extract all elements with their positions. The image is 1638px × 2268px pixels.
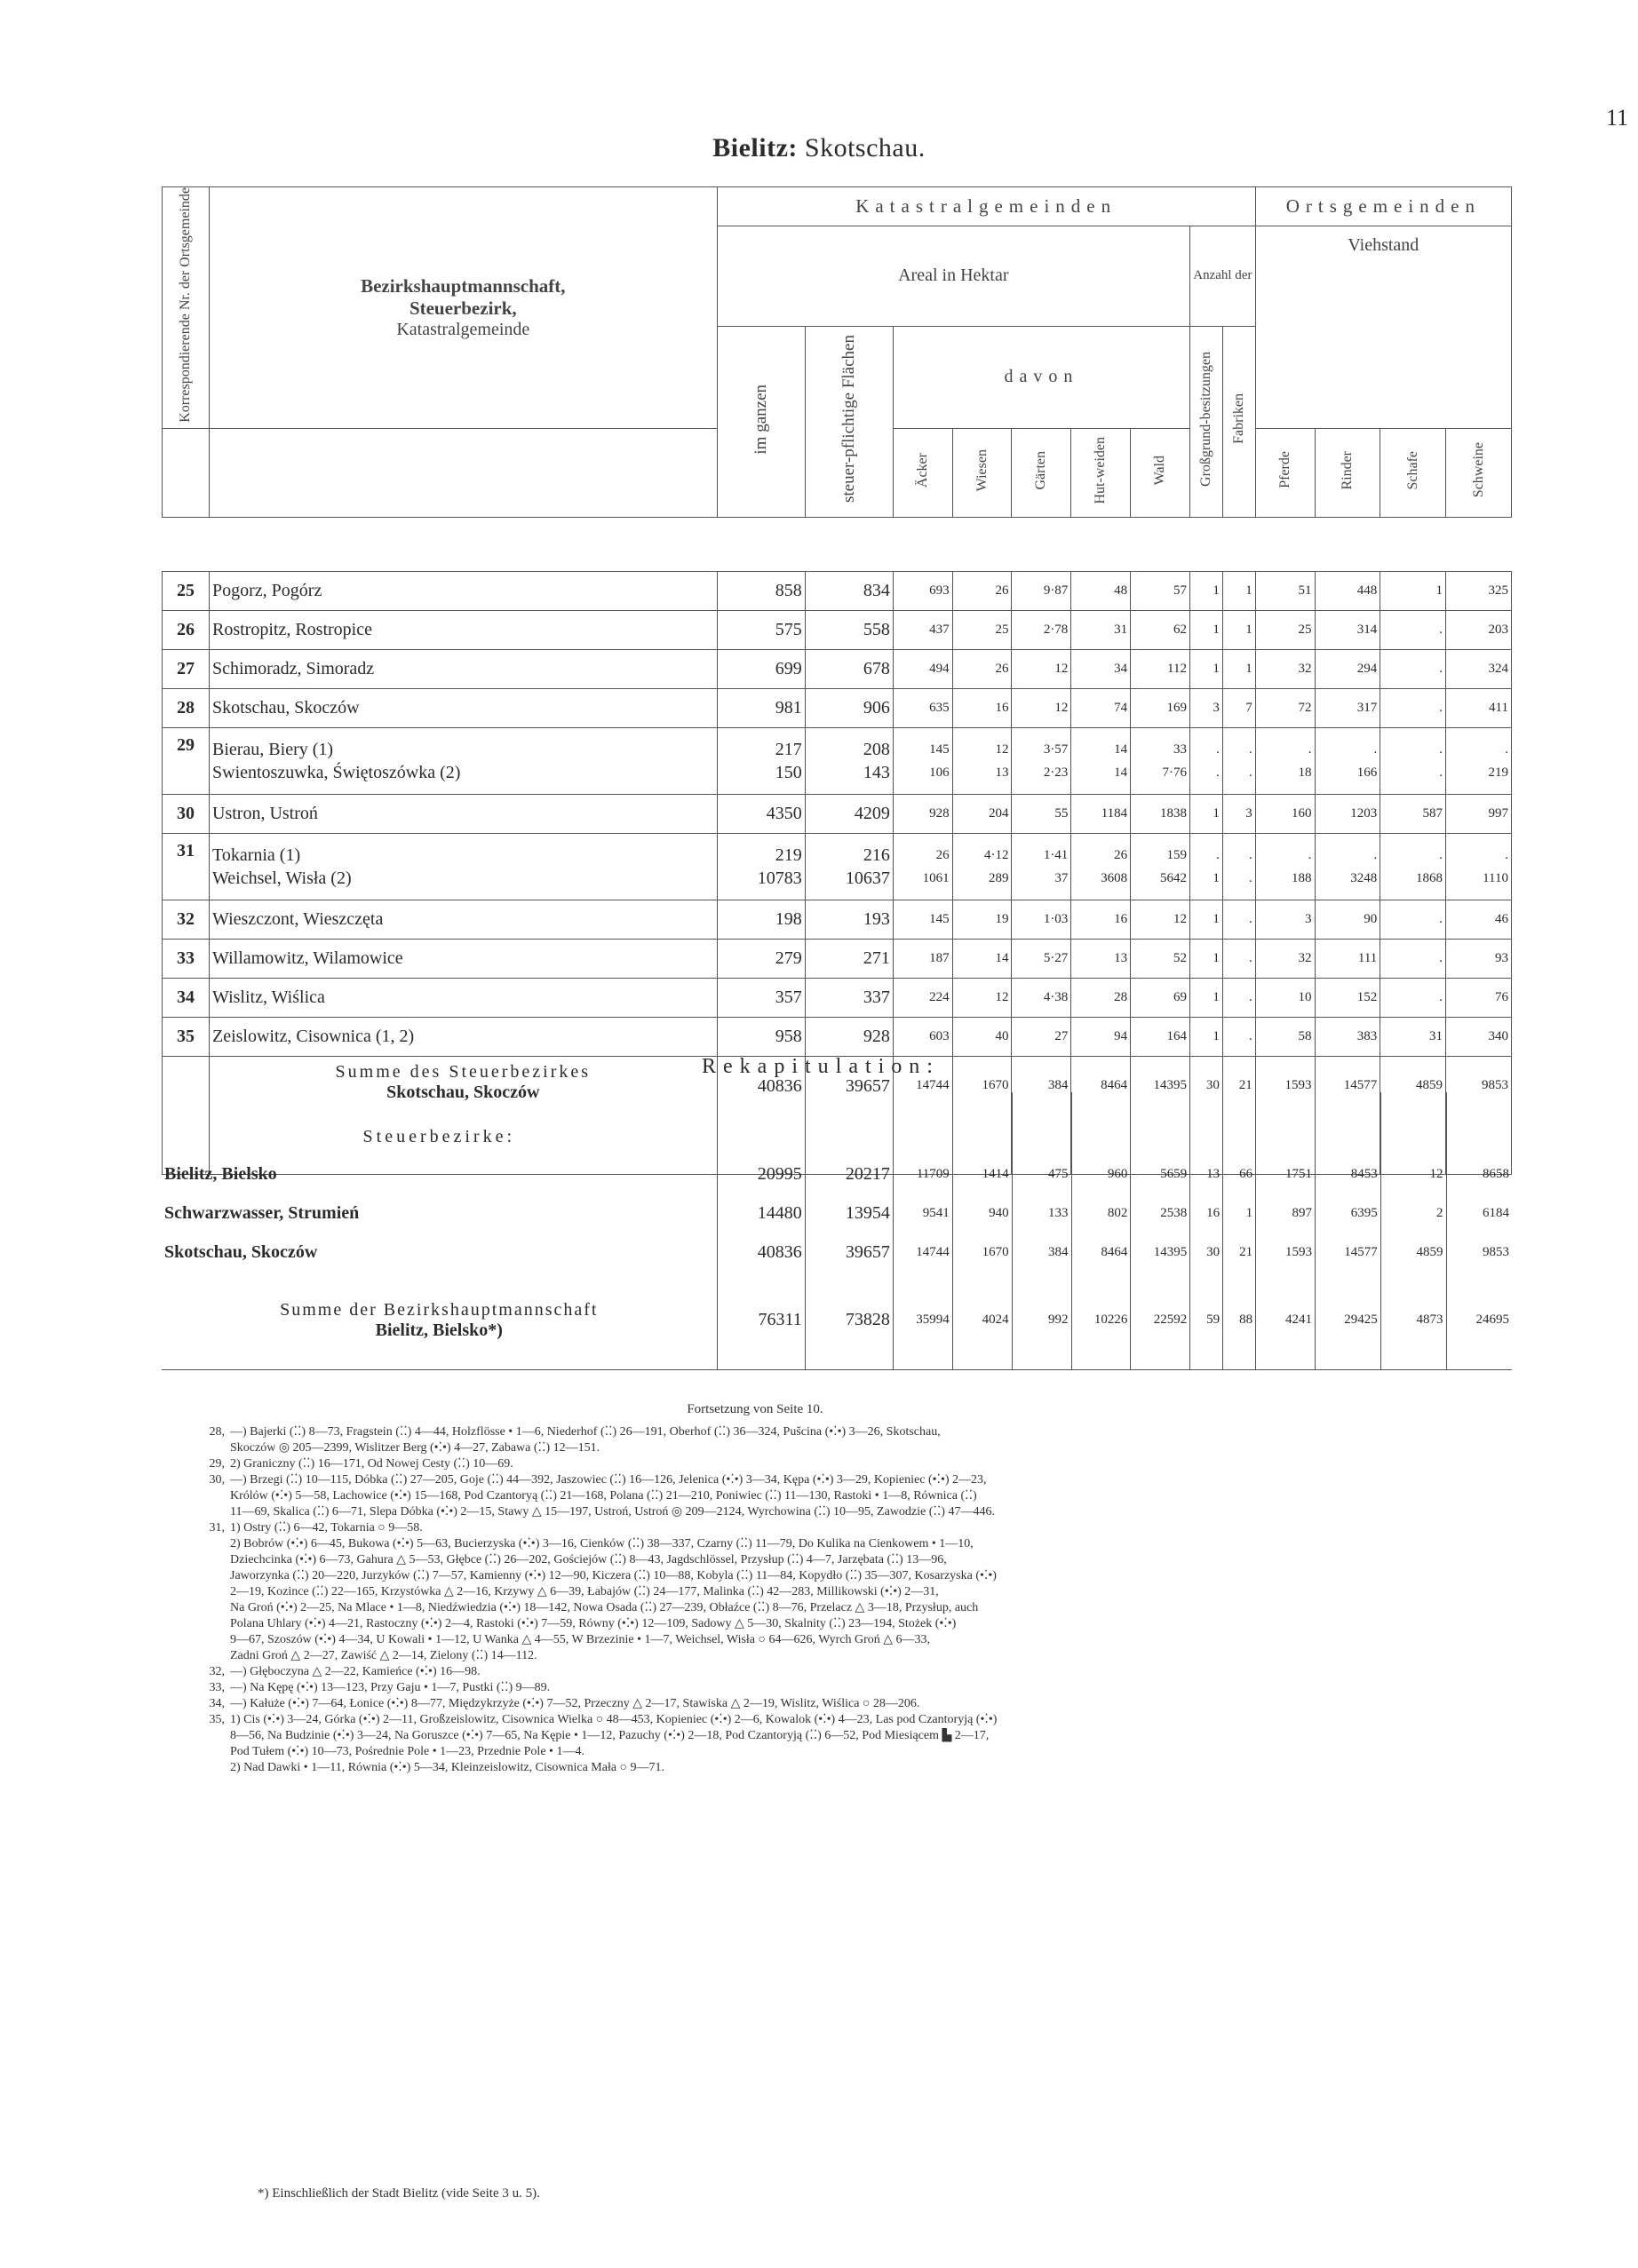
footnote: *) Einschließlich der Stadt Bielitz (vide Seite 3 u. 5).	[258, 2186, 540, 2201]
note-line	[173, 1680, 1515, 1696]
note-text: 1) Cis (•⁚•) 3—24, Górka (•⁚•) 2—11, Großzeislowitz, Cisownica Wielka ○ 48—453, Kopieniec (•⁚•) 2—6, Kowalok (•⁚•) 4—23, Las pod Czantoryją (•⁚•)	[230, 1713, 998, 1726]
table-row: 34 Wislitz, Wiślica 357 337 224 12 4·38 28 69 1 . 10 152 . 76	[163, 978, 1512, 1017]
note-label: 31,	[209, 1521, 225, 1534]
viehstand-header: Viehstand	[1255, 226, 1511, 429]
note-label	[173, 1552, 230, 1568]
note-label	[173, 1584, 230, 1600]
note-text: —) Głęboczyna △ 2—22, Kamieńce (•⁚•) 16—98.	[230, 1665, 481, 1678]
note-text: 2) Graniczny (⁚⁚) 16—171, Od Nowej Cesty (⁚⁚) 10—69.	[230, 1457, 513, 1471]
note-text: Pod Tułem (•⁚•) 10—73, Pośrednie Pole • 1—23, Przednie Pole • 1—4.	[230, 1745, 584, 1758]
note-text: —) Bajerki (⁚⁚) 8—73, Fragstein (⁚⁚) 4—44, Holzflösse • 1—6, Niederhof (⁚⁚) 26—191, Oberhof (⁚⁚) 36—324, Pušcina (•⁚•) 3—26, Skotschau,	[230, 1425, 941, 1439]
note-label: 30,	[209, 1473, 225, 1487]
note-label: 28,	[209, 1425, 225, 1439]
note-line	[173, 1696, 1515, 1712]
note-label: 32,	[209, 1665, 225, 1678]
note-line	[173, 1488, 1515, 1504]
title-bold: Bielitz:	[712, 133, 798, 163]
note-text: —) Na Kępę (•⁚•) 13—123, Przy Gaju • 1—7, Pustki (⁚⁚) 9—89.	[230, 1681, 551, 1694]
nr-column-header: Korrespondierende Nr. der Ortsgemeinde	[163, 187, 210, 429]
table-row: 30 Ustron, Ustroń 4350 4209 928 204 55 1184 1838 1 3 160 1203 587 997	[163, 794, 1512, 833]
steuerbezirke-label: Steuerbezirke:	[162, 1092, 717, 1154]
steuerpflichtige-header: steuer-pflichtige Flächen	[805, 326, 893, 517]
note-label	[173, 1632, 230, 1648]
note-line	[173, 1504, 1515, 1520]
note-label: 29,	[209, 1457, 225, 1471]
wiesen-header: Wiesen	[952, 428, 1012, 517]
recap-table	[162, 1092, 1512, 1370]
recap-row: Schwarzwasser, Strumień 14480 13954 9541 940 133 802 2538 16 1 897 6395 2 6184	[162, 1193, 1512, 1233]
note-line	[173, 1472, 1515, 1488]
note-text: Polana Uhlary (•⁚•) 4—21, Rastoczny (•⁚•) 2—4, Rastoki (•⁚•) 7—59, Równy (•⁚•) 12—109, Sadowy △ 5—30, Skalnity (⁚⁚) 23—194, Stożek (•⁚•)	[230, 1617, 957, 1630]
wald-header: Wald	[1131, 428, 1190, 517]
note-text: 9—67, Szoszów (•⁚•) 4—34, U Kowali • 1—12, U Wanka △ 4—55, W Brzezinie • 1—7, Weichsel, Wisła ○ 64—626, Wyrch Groń △ 6—33,	[230, 1633, 931, 1646]
title-rest: Skotschau.	[804, 133, 926, 163]
grossgrund-header: Großgrund-besitzungen	[1189, 326, 1222, 517]
sum-row: Summe des Steuerbezirkes Skotschau, Skoczów 40836 39657 14744 1670 384 8464 14395 30 21 1593 14577 4859 9853	[163, 1056, 1512, 1174]
note-label: 35,	[209, 1713, 225, 1726]
note-line	[173, 1536, 1515, 1552]
note-label	[173, 1536, 230, 1552]
table-row: 33 Willamowitz, Wilamowice 279 271 187 14 5·27 13 52 1 . 32 111 . 93	[163, 939, 1512, 978]
note-text: Skoczów ◎ 205—2399, Wislitzer Berg (•⁚•) 4—27, Zabawa (⁚⁚) 12—151.	[230, 1441, 600, 1455]
note-line	[173, 1600, 1515, 1616]
note-line	[173, 1552, 1515, 1568]
ortsgemeinden-header: Ortsgemeinden	[1255, 187, 1511, 226]
note-label: 33,	[209, 1681, 225, 1694]
note-line	[173, 1440, 1515, 1456]
note-line	[173, 1424, 1515, 1440]
note-text: Jaworzynka (⁚⁚) 20—220, Jurzyków (⁚⁚) 7—57, Kamienny (•⁚•) 12—90, Kiczera (⁚⁚) 10—88, Kobyla (⁚⁚) 11—84, Kopydło (⁚⁚) 35—307, Kosarzyska (•⁚•)	[230, 1569, 997, 1582]
note-label	[173, 1728, 230, 1744]
recap-sum-row: Summe der Bezirkshauptmannschaft Bielitz, Bielsko*) 76311 73828 35994 4024 992 10226 22592 59 88 4241 29425 4873 24695	[162, 1272, 1512, 1369]
note-line	[173, 1568, 1515, 1584]
note-text: 2—19, Kozince (⁚⁚) 22—165, Krzystówka △ 2—16, Krzywy △ 6—39, Łabajów (⁚⁚) 24—177, Malinka (⁚⁚) 42—283, Millikowski (•⁚•) 2—31,	[230, 1585, 939, 1598]
note-line	[173, 1616, 1515, 1632]
note-label	[173, 1440, 230, 1456]
header-spacer	[163, 517, 1512, 571]
note-text: 1) Ostry (⁚⁚) 6—42, Tokarnia ○ 9—58.	[230, 1521, 423, 1534]
table-row: 31 Tokarnia (1) Weichsel, Wisła (2) 219 10783 216 10637 26 1061 4·12 289 1·41 37 26 3608 159 5642 . 1 . . . 188 . 3248 . 1868 . 1110	[163, 833, 1512, 900]
note-line	[173, 1456, 1515, 1472]
fabriken-header: Fabriken	[1222, 326, 1255, 517]
note-text: —) Kałuże (•⁚•) 7—64, Łonice (•⁚•) 8—77, Międzykrzyże (•⁚•) 7—52, Przeczny △ 2—17, Stawiska △ 2—19, Wislitz, Wiślica ○ 28—206.	[230, 1697, 920, 1710]
note-line	[173, 1648, 1515, 1664]
table-row: 25 Pogorz, Pogórz 858 834 693 26 9·87 48 57 1 1 51 448 1 325	[163, 571, 1512, 610]
areal-header: Areal in Hektar	[717, 226, 1189, 327]
anzahl-header: Anzahl der	[1189, 226, 1255, 327]
note-text: Królów (•⁚•) 5—58, Lachowice (•⁚•) 15—168, Pod Czantoryą (⁚⁚) 21—168, Polana (⁚⁚) 21—210, Poniwiec (⁚⁚) 11—130, Rastoki • 1—8, Równica (⁚⁚)	[230, 1489, 977, 1503]
note-line	[173, 1760, 1515, 1776]
nr-subheader-blank	[163, 428, 210, 517]
note-label	[173, 1616, 230, 1632]
district-subheader-blank	[210, 428, 718, 517]
note-label	[173, 1488, 230, 1504]
note-text: Zadni Groń △ 2—27, Zawiść △ 2—14, Zielony (⁚⁚) 14—112.	[230, 1649, 537, 1662]
note-line	[173, 1744, 1515, 1760]
note-label	[173, 1744, 230, 1760]
main-table	[162, 186, 1512, 1175]
note-line	[173, 1728, 1515, 1744]
notes-section	[173, 1401, 1515, 1776]
table-row: 32 Wieszczont, Wieszczęta 198 193 145 19 1·03 16 12 1 . 3 90 . 46	[163, 900, 1512, 939]
notes-heading: Fortsetzung von Seite 10.	[687, 1402, 823, 1416]
district-column-header: Bezirkshauptmannschaft, Steuerbezirk, Katastralgemeinde	[210, 187, 718, 429]
table-row: 29 Bierau, Biery (1) Swientoszuwka, Świętoszówka (2) 217 150 208 143 145 106 12 13 3·57 2·23 14 14 33 7·76 . . . . . 18 . 166 . . . 219	[163, 727, 1512, 794]
note-line	[173, 1520, 1515, 1536]
table-row: 27 Schimoradz, Simoradz 699 678 494 26 12 34 112 1 1 32 294 . 324	[163, 649, 1512, 688]
table-row: 26 Rostropitz, Rostropice 575 558 437 25 2·78 31 62 1 1 25 314 . 203	[163, 610, 1512, 649]
katastralgemeinden-header: Katastralgemeinden	[717, 187, 1255, 226]
note-text: —) Brzegi (⁚⁚) 10—115, Dóbka (⁚⁚) 27—205, Goje (⁚⁚) 44—392, Jaszowiec (⁚⁚) 16—126, Jelenica (•⁚•) 3—34, Kępa (•⁚•) 3—29, Kopieniec (•⁚•) 2—23,	[230, 1473, 987, 1487]
note-label	[173, 1504, 230, 1520]
table-row: 28 Skotschau, Skoczów 981 906 635 16 12 74 169 3 7 72 317 . 411	[163, 688, 1512, 727]
note-line	[173, 1584, 1515, 1600]
schafe-header: Schafe	[1380, 428, 1446, 517]
note-line	[173, 1632, 1515, 1648]
note-text: Na Groń (•⁚•) 2—25, Na Mlace • 1—8, Niedźwiedzia (•⁚•) 18—142, Nowa Osada (⁚⁚) 27—239, Obłaźce (⁚⁚) 8—76, Przelacz △ 3—18, Przysłup, auch	[230, 1601, 979, 1614]
note-line	[173, 1664, 1515, 1680]
rekapitulation-title: Rekapitulation:	[702, 1055, 940, 1078]
note-text: 11—69, Skalica (⁚⁚) 6—71, Slepa Dóbka (•⁚•) 2—15, Stawy △ 15—197, Ustroń, Ustroń ◎ 209—2124, Wyrchowina (⁚⁚) 10—95, Zawodzie (⁚⁚) 47—446.	[230, 1505, 995, 1519]
page-title	[0, 133, 1638, 163]
hutweiden-header: Hut-weiden	[1071, 428, 1131, 517]
note-label	[173, 1600, 230, 1616]
im-ganzen-header: im ganzen	[717, 326, 805, 517]
note-text: Dziechcinka (•⁚•) 6—73, Gahura △ 5—53, Głębce (⁚⁚) 26—202, Gościejów (⁚⁚) 8—43, Jagdschlössel, Przysłup (⁚⁚) 4—7, Jarzębata (⁚⁚) 13—96,	[230, 1553, 947, 1566]
note-label	[173, 1568, 230, 1584]
note-text: 2) Nad Dawki • 1—11, Równia (•⁚•) 5—34, Kleinzeislowitz, Cisownica Mała ○ 9—71.	[230, 1761, 665, 1774]
recap-row: Skotschau, Skoczów 40836 39657 14744 1670 384 8464 14395 30 21 1593 14577 4859 9853	[162, 1233, 1512, 1272]
recap-row: Bielitz, Bielsko 20995 20217 11709 1414 475 960 5659 13 66 1751 8453 12 8658	[162, 1154, 1512, 1193]
page-number: 11	[1606, 105, 1629, 131]
schweine-header: Schweine	[1446, 428, 1512, 517]
acker-header: Äcker	[893, 428, 952, 517]
table-row: 35 Zeislowitz, Cisownica (1, 2) 958 928 603 40 27 94 164 1 . 58 383 31 340	[163, 1017, 1512, 1056]
pferde-header: Pferde	[1255, 428, 1315, 517]
davon-header: davon	[893, 326, 1189, 428]
rinder-header: Rinder	[1315, 428, 1380, 517]
note-label	[173, 1760, 230, 1776]
note-text: 8—56, Na Budzinie (•⁚•) 3—24, Na Goruszce (•⁚•) 7—65, Na Kępie • 1—12, Pazuchy (•⁚•) 2—18, Pod Czantoryją (⁚⁚) 6—52, Pod Miesiącem ▙ 2—17,	[230, 1729, 990, 1742]
note-label	[173, 1648, 230, 1664]
note-text: 2) Bobrów (•⁚•) 6—45, Bukowa (•⁚•) 5—63, Bucierzyska (•⁚•) 3—16, Cienków (⁚⁚) 38—337, Czarny (⁚⁚) 11—79, Do Kulika na Cienkowem • 1—10,	[230, 1537, 974, 1550]
note-label: 34,	[209, 1697, 225, 1710]
gaerten-header: Gärten	[1012, 428, 1071, 517]
note-line	[173, 1712, 1515, 1728]
